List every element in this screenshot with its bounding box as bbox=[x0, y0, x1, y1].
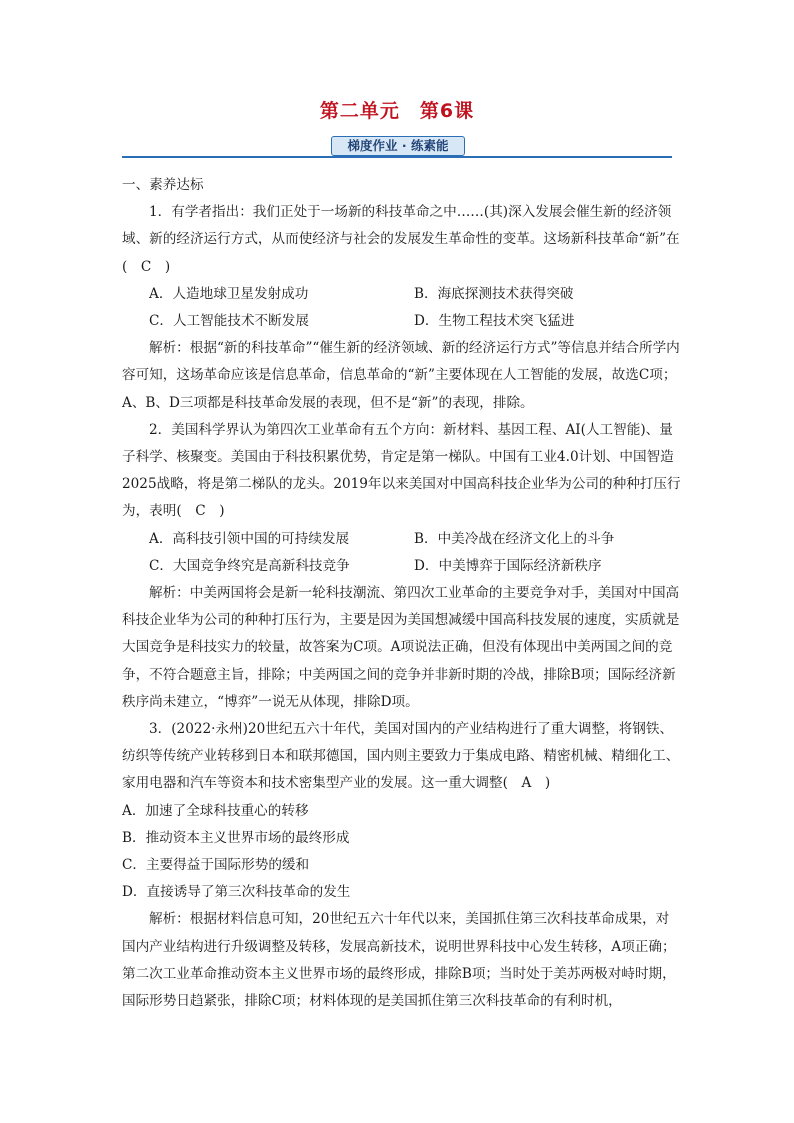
question-2-analysis: 解析：中美两国将会是新一轮科技潮流、第四次工业革命的主要竞争对手，美国对中国高科技企业华为公司的种种打压行为，主要是因为美国想减缓中国高科技发展的速度，实质就是大国竞争是科技实力的较量，故答案为C项。A项说法正确，但没有体现出中美两国之间的竞争，不符合题意主旨，排除；中美两国之间的竞争并非新时期的冷战，排除B项；国际经济新秩序尚未建立，“博弈”一说无从体现，排除D项。 bbox=[122, 585, 680, 710]
option-c: C．主要得益于国际形势的缓和 bbox=[122, 857, 310, 874]
option-a: A．高科技引领中国的可持续发展 bbox=[149, 530, 350, 547]
question-3-stem: 3．(2022·永州)20世纪五六十年代，美国对国内的产业结构进行了重大调整，将钢铁、纺织等传统产业转移到日本和联邦德国，国内则主要致力于集成电路、精密机械、精细化工、家用电器和汽车等资本和技术密集型产业的发展。这一重大调整( A ) bbox=[122, 721, 680, 792]
option-d: D．直接诱导了第三次科技革命的发生 bbox=[122, 884, 351, 901]
question-1-analysis: 解析：根据“新的科技革命”“催生新的经济领域、新的经济运行方式”等信息并结合所学内容可知，这场革命应该是信息革命，信息革命的“新”主要体现在人工智能的发展，故选C项；A、B、D三项都是科技革命发展的表现，但不是“新”的表现，排除。 bbox=[122, 340, 680, 411]
option-c: C．大国竞争终究是高新科技竞争 bbox=[149, 557, 350, 574]
option-d: D．生物工程技术突飞猛进 bbox=[414, 313, 575, 330]
option-a: A．人造地球卫星发射成功 bbox=[149, 285, 309, 302]
question-1-options-row-1 bbox=[122, 281, 682, 308]
question-2-options-row-1 bbox=[122, 526, 682, 553]
exercise-badge: 梯度作业 · 练素能 bbox=[331, 136, 465, 156]
question-2-options-row-2 bbox=[122, 553, 682, 580]
section-heading: 一、素养达标 bbox=[122, 177, 204, 193]
question-1-stem: 1．有学者指出：我们正处于一场新的科技革命之中……(其)深入发展会催生新的经济领域、新的经济运行方式，从而使经济与社会的发展发生革命性的变革。这场新科技革命“新”在( C ) bbox=[122, 204, 680, 275]
option-b: B．中美冷战在经济文化上的斗争 bbox=[414, 530, 615, 547]
option-b: B．推动资本主义世界市场的最终形成 bbox=[122, 829, 350, 846]
banner-rule bbox=[122, 156, 672, 158]
document-body bbox=[122, 172, 682, 1015]
question-2-stem: 2．美国科学界认为第四次工业革命有五个方向：新材料、基因工程、AI(人工智能)、量子科学、核聚变。美国由于科技积累优势，肯定是第一梯队。中国有工业4.0计划、中国智造2025战略，将是第二梯队的龙头。2019年以来美国对中国高科技企业华为公司的种种打压行为，表明( C ) bbox=[122, 421, 681, 520]
section-banner bbox=[122, 134, 672, 160]
question-1-options-row-2 bbox=[122, 308, 682, 335]
question-3-analysis: 解析：根据材料信息可知，20世纪五六十年代以来，美国抓住第三次科技革命成果，对国内产业结构进行升级调整及转移，发展高新技术，说明世界科技中心发生转移，A项正确；第二次工业革命推动资本主义世界市场的最终形成，排除B项；当时处于美苏两极对峙时期，国际形势日趋紧张，排除C项；材料体现的是美国抓住第三次科技革命的有利时机， bbox=[122, 911, 676, 1010]
option-d: D．中美博弈于国际经济新秩序 bbox=[414, 557, 602, 574]
page-title: 第二单元 第6课 bbox=[319, 100, 475, 122]
option-a: A．加速了全球科技重心的转移 bbox=[122, 802, 309, 819]
option-b: B．海底探测技术获得突破 bbox=[414, 285, 574, 302]
option-c: C．人工智能技术不断发展 bbox=[149, 313, 309, 330]
